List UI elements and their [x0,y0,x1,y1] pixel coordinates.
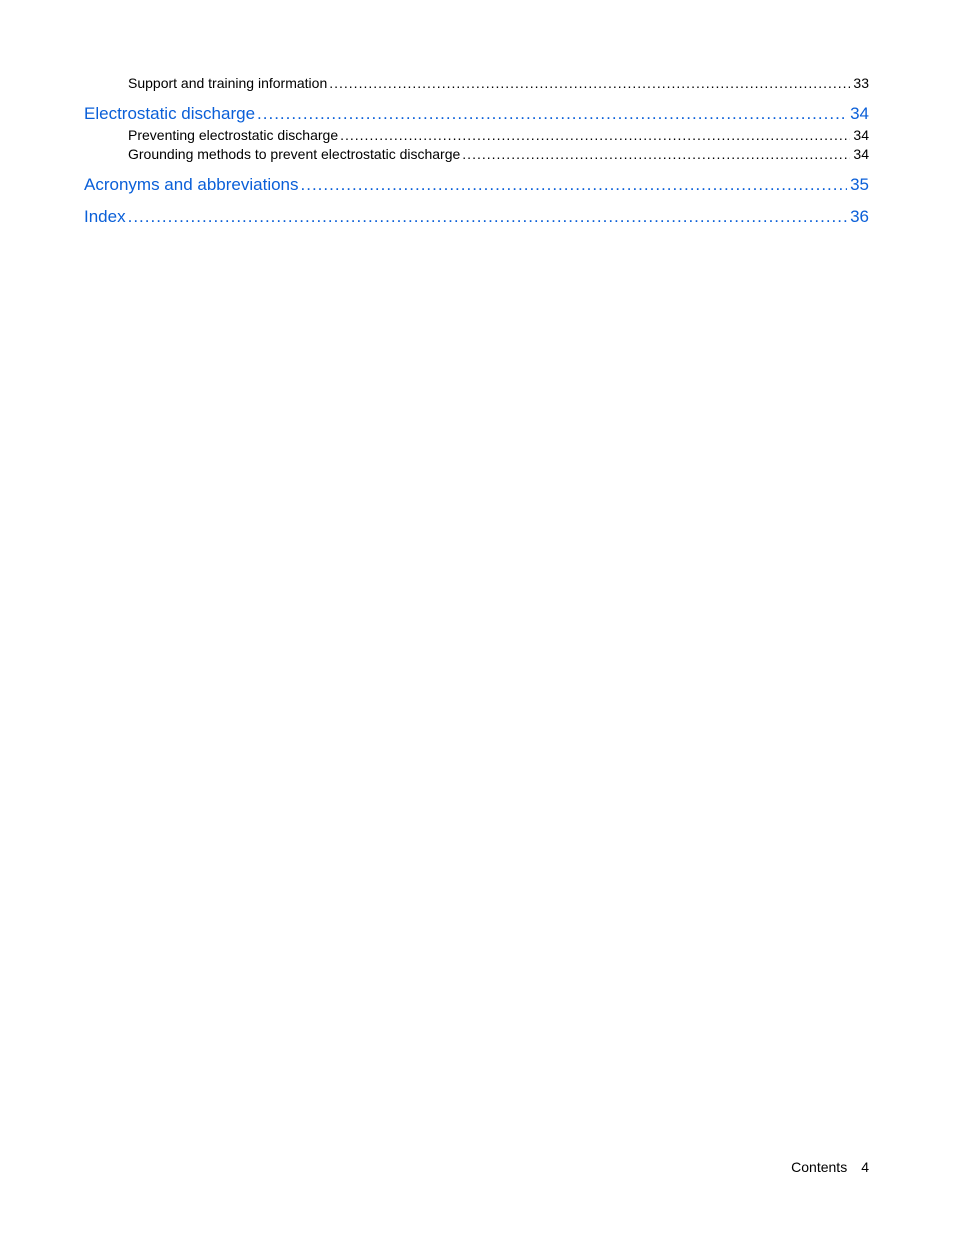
toc-entry-title: Preventing electrostatic discharge [128,127,339,143]
toc-entry-page: 35 [850,175,869,194]
toc-entry-grounding-methods[interactable] [84,145,869,164]
toc-entry-page: 34 [850,104,869,123]
footer-section-label: Contents [791,1159,848,1175]
toc-entry-index[interactable] [84,205,869,229]
toc-entry-page: 36 [850,207,869,226]
toc-entry-page: 34 [853,146,869,162]
toc-leader-dots [340,126,850,145]
table-of-contents [84,74,869,229]
toc-leader-dots [128,205,847,229]
toc-entry-page: 33 [853,75,869,91]
toc-entry-acronyms-and-abbreviations[interactable] [84,173,869,197]
footer-page-number: 4 [861,1159,869,1175]
toc-leader-dots [462,145,850,164]
toc-leader-dots [301,173,848,197]
toc-entry-title: Grounding methods to prevent electrostatic discharge [128,146,461,162]
toc-leader-dots [257,102,847,126]
toc-entry-support-and-training[interactable] [84,74,869,93]
toc-entry-title: Acronyms and abbreviations [84,175,299,194]
toc-entry-title: Support and training information [128,75,328,91]
toc-entry-title: Electrostatic discharge [84,104,256,123]
toc-entry-title: Index [84,207,126,226]
toc-leader-dots [329,74,850,93]
toc-entry-electrostatic-discharge[interactable] [84,102,869,126]
page-footer [791,1158,869,1177]
toc-entry-preventing-electrostatic-discharge[interactable] [84,126,869,145]
toc-entry-page: 34 [853,127,869,143]
